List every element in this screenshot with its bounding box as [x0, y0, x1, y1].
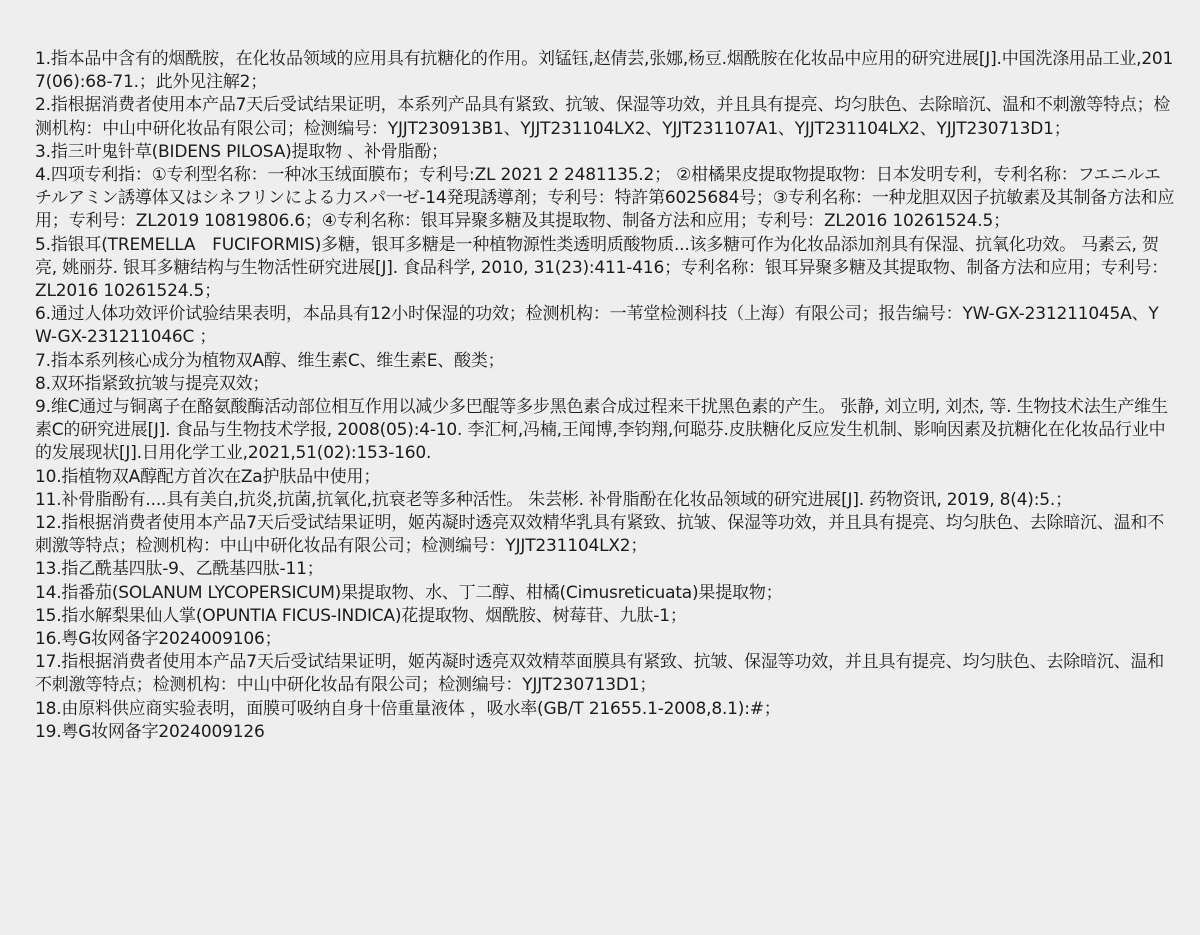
footnote-3: 3.指三叶鬼针草(BIDENS PILOSA)提取物 、补骨脂酚； [35, 141, 448, 162]
footnote-7: 7.指本系列核心成分为植物双A醇、维生素C、维生素E、酸类； [35, 350, 505, 371]
footnote-13: 13.指乙酰基四肽-9、乙酰基四肽-11； [35, 559, 324, 580]
footnote-14: 14.指番茄(SOLANUM LYCOPERSICUM)果提取物、水、丁二醇、柑橘(Cimusreticuata)果提取物； [35, 582, 783, 603]
footnote-16: 16.粤G妆网备字2024009106； [35, 629, 282, 650]
footnote-5: 5.指银耳(TREMELLA FUCIFORMIS)多糖，银耳多糖是一种植物源性类透明质酸物质...该多糖可作为化妆品添加剂具有保湿、抗氧化功效。 马素云, 贺亮, 姚丽芬. 银耳多糖结构与生物活性研究进展[J]. 食品科学, 2010, 31(23):411-416；专利名称：银耳异聚多糖及其提取物、制备方法和应用；专利号：ZL2016 10261524.5； [35, 234, 1169, 302]
footnote-4: 4.四项专利指：①专利型名称：一种冰玉绒面膜布；专利号:ZL 2021 2 2481135.2； ②柑橘果皮提取物提取物：日本发明专利，专利名称：フエニルエチルアミン誘導体又はシネフリンによる力スパ一ゼ-14発現誘導剤；专利号：特許第6025684号；③专利名称：一种龙胆双因子抗敏素及其制备方法和应用；专利号：ZL2019 10819806.6；④专利名称：银耳异聚多糖及其提取物、制备方法和应用；专利号：ZL2016 10261524.5； [35, 165, 1175, 232]
footnote-1: 1.指本品中含有的烟酰胺，在化妆品领域的应用具有抗糖化的作用。刘锰钰,赵倩芸,张娜,杨豆.烟酰胺在化妆品中应用的研究进展[J].中国洗涤用品工业,2017(06):68-71.；此外见注解2； [35, 49, 1174, 93]
footnote-9: 9.维C通过与铜离子在酪氨酸酶活动部位相互作用以减少多巴醌等多步黑色素合成过程来干扰黑色素的产生。 张静, 刘立明, 刘杰, 等. 生物技术法生产维生素C的研究进展[J]. 食品与生物技术学报, 2008(05):4-10. 李汇柯,冯楠,王闻博,李钧翔,何聪芬.皮肤糖化反应发生机制、影响因素及抗糖化在化妆品行业中的发展现状[J].日用化学工业,2021,51(02):153-160. [35, 397, 1168, 464]
footnote-17: 17.指根据消费者使用本产品7天后受试结果证明，姬芮凝时透亮双效精萃面膜具有紧致、抗皱、保湿等功效，并且具有提亮、均匀肤色、去除暗沉、温和不刺激等特点；检测机构：中山中研化妆品有限公司；检测编号：YJJT230713D1； [35, 652, 1165, 696]
footnote-2: 2.指根据消费者使用本产品7天后受试结果证明，本系列产品具有紧致、抗皱、保湿等功效，并且具有提亮、均匀肤色、去除暗沉、温和不刺激等特点；检测机构：中山中研化妆品有限公司；检测编号：YJJT230913B1、YJJT231104LX2、YJJT231107A1、YJJT231104LX2、YJJT230713D1； [35, 95, 1171, 139]
footnotes-list [35, 48, 1175, 744]
footnote-6: 6.通过人体功效评价试验结果表明，本品具有12小时保湿的功效；检测机构：一苇堂检测科技（上海）有限公司；报告编号：YW-GX-231211045A、YW-GX-231211046C ； [35, 304, 1159, 348]
footnote-18: 18.由原料供应商实验表明，面膜可吸纳自身十倍重量液体 ，吸水率(GB/T 21655.1-2008,8.1):#； [35, 698, 781, 719]
footnote-10: 10.指植物双A醇配方首次在Za护肤品中使用； [35, 466, 381, 487]
footnote-19: 19.粤G妆网备字2024009126 [35, 721, 265, 742]
footnote-12: 12.指根据消费者使用本产品7天后受试结果证明，姬芮凝时透亮双效精华乳具有紧致、抗皱、保湿等功效，并且具有提亮、均匀肤色、去除暗沉、温和不刺激等特点；检测机构：中山中研化妆品有限公司；检测编号：YJJT231104LX2； [35, 513, 1165, 557]
footnote-11: 11.补骨脂酚有....具有美白,抗炎,抗菌,抗氧化,抗衰老等多种活性。 朱芸彬. 补骨脂酚在化妆品领域的研究进展[J]. 药物资讯, 2019, 8(4):5.； [35, 489, 1072, 510]
footnote-8: 8.双环指紧致抗皱与提亮双效； [35, 373, 270, 394]
footnote-15: 15.指水解梨果仙人掌(OPUNTIA FICUS-INDICA)花提取物、烟酰胺、树莓苷、九肽-1； [35, 605, 687, 626]
